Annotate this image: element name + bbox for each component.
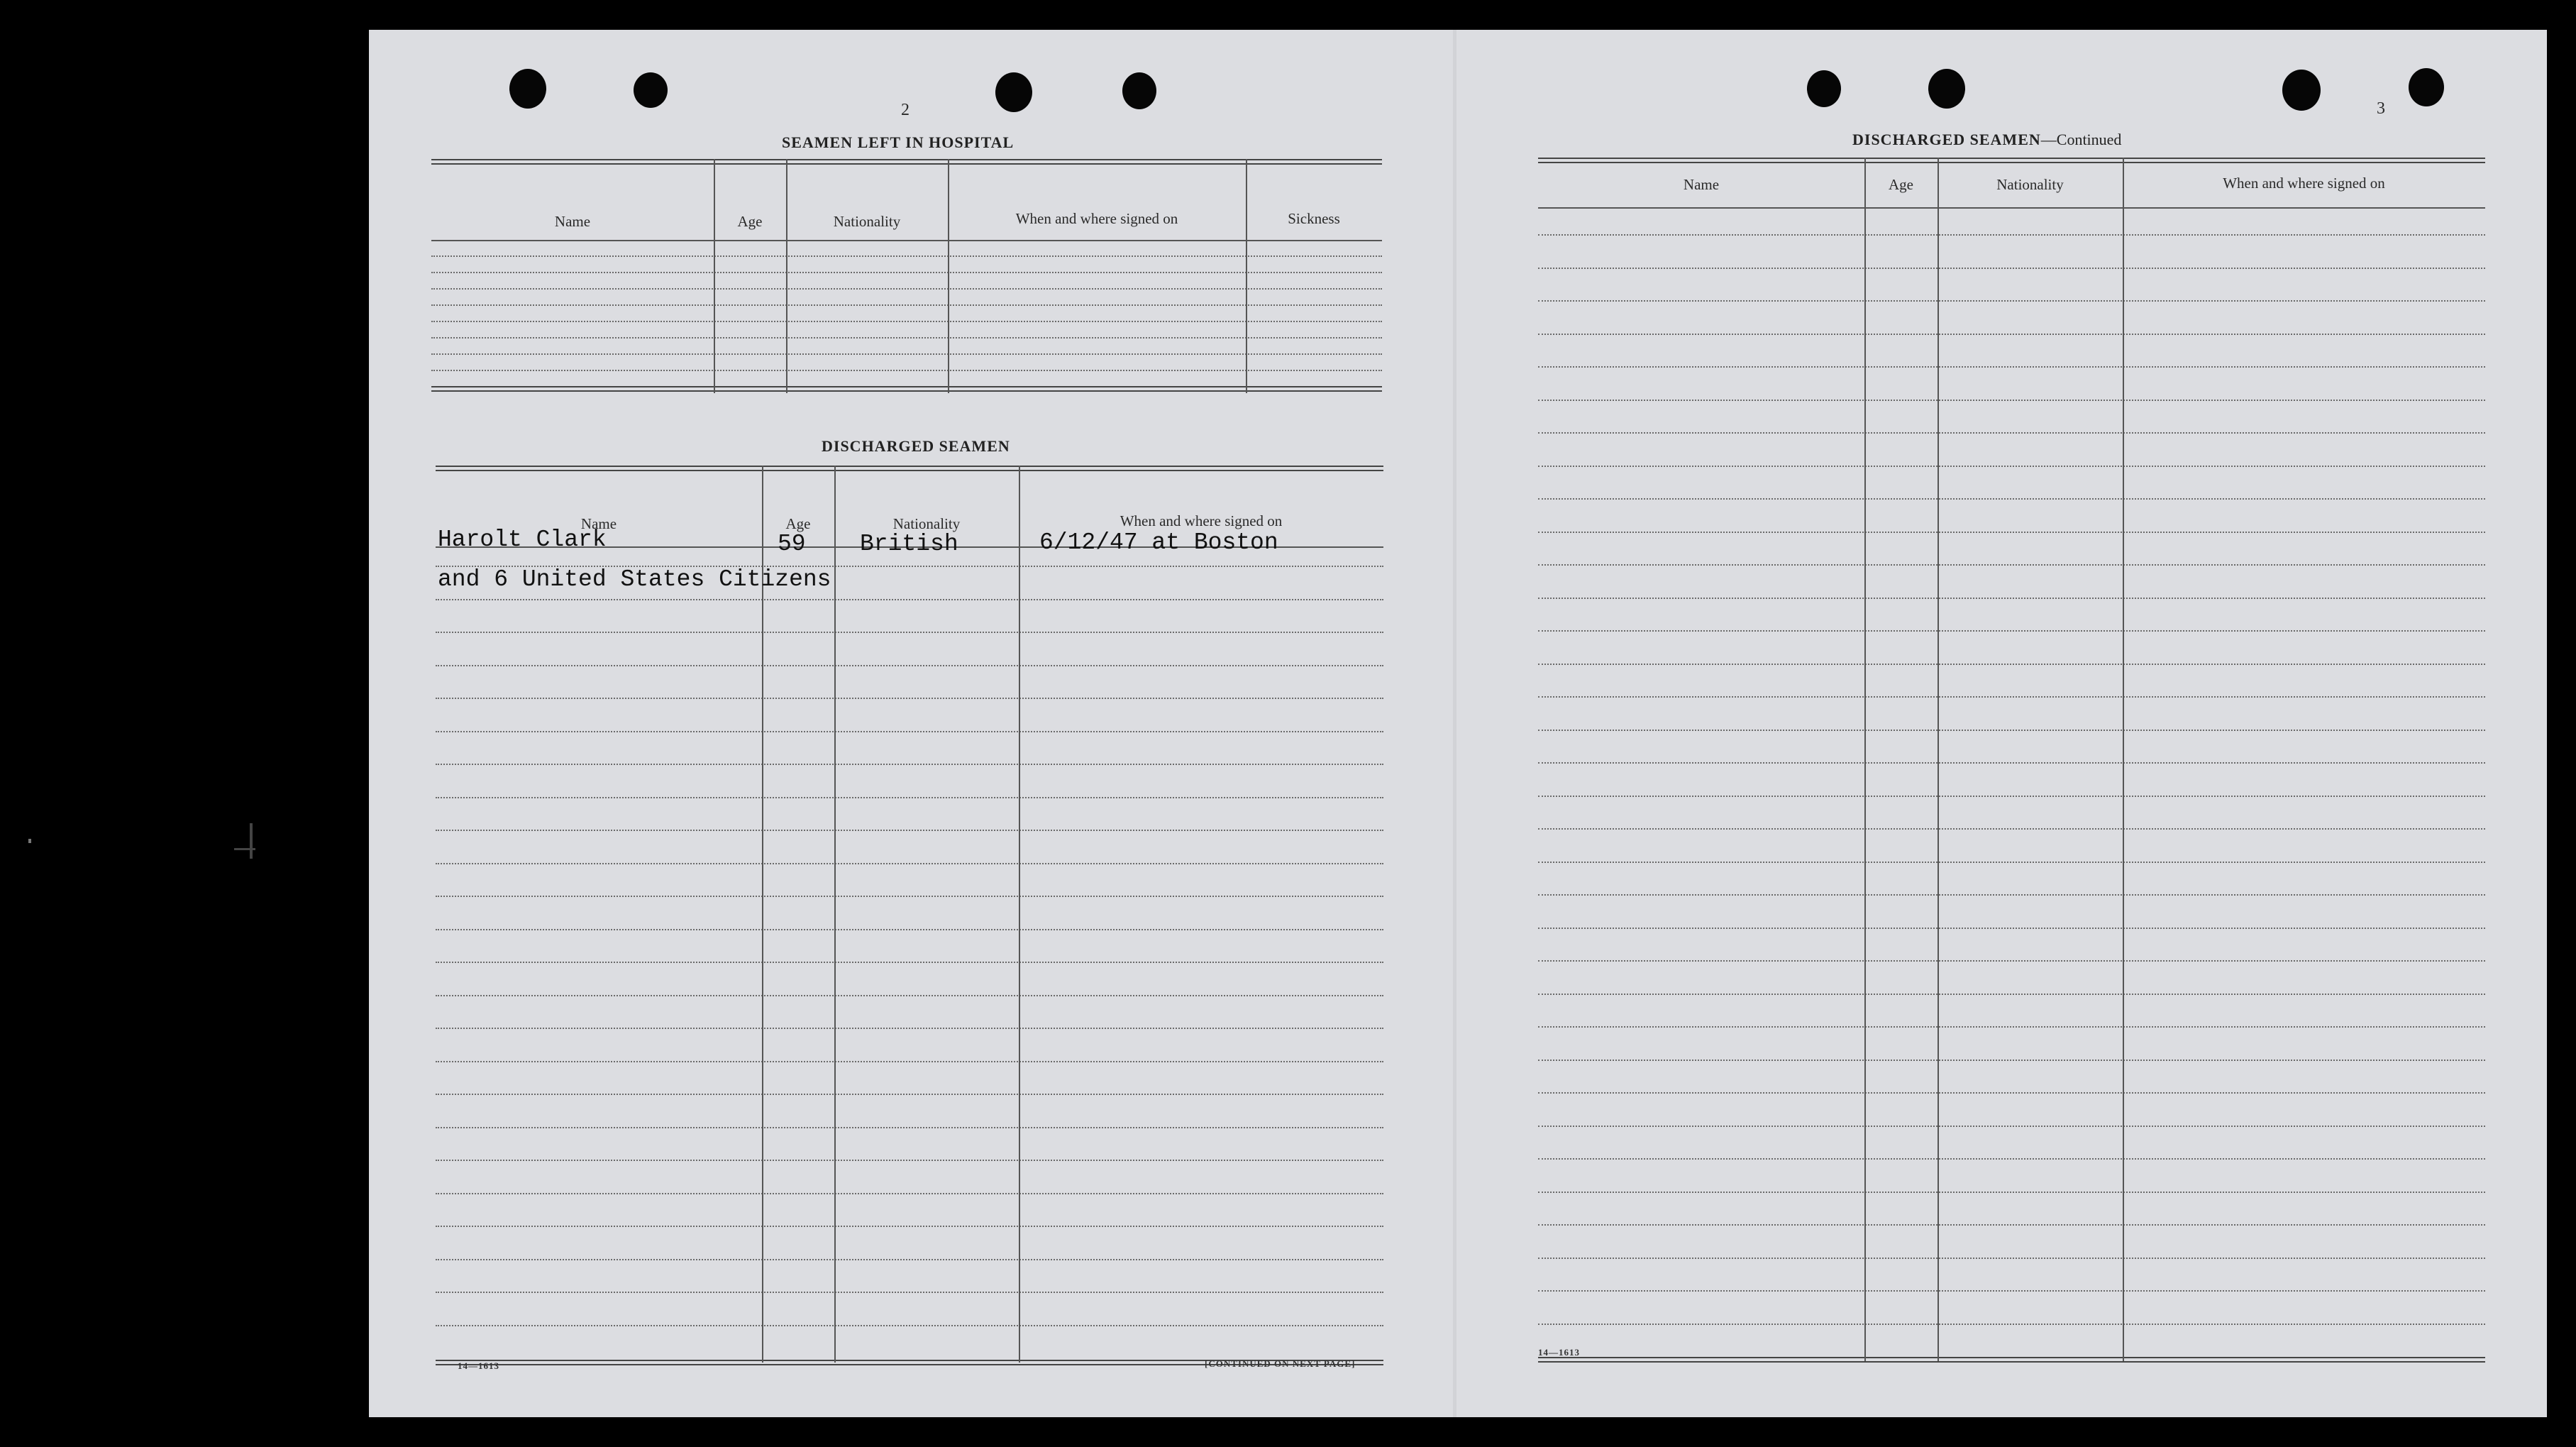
column-header-name: Name — [580, 515, 617, 532]
discharged-table — [436, 466, 1383, 1377]
page-number: 2 — [901, 101, 910, 119]
discharged-title-text: DISCHARGED SEAMEN — [1852, 131, 2041, 148]
scan-speck — [250, 823, 253, 859]
discharged-continued-title — [1852, 131, 2121, 149]
discharged-section-title: DISCHARGED SEAMEN — [822, 437, 1010, 455]
column-header-nationality: Nationality — [1996, 176, 2064, 193]
column-header-age: Age — [785, 515, 811, 532]
seaman-name: Harolt Clark — [438, 527, 607, 553]
seaman-signed-on: 6/12/47 at Boston — [1039, 529, 1278, 556]
scan-speck — [28, 839, 31, 843]
seamen-note: and 6 United States Citizens — [438, 566, 831, 593]
page-right — [1456, 30, 2547, 1417]
page-left — [369, 30, 1453, 1417]
scan-speck — [234, 848, 255, 850]
column-header-nationality: Nationality — [833, 213, 901, 230]
column-header-name: Name — [554, 213, 591, 230]
hospital-section-title: SEAMEN LEFT IN HOSPITAL — [782, 133, 1015, 151]
hospital-table — [431, 159, 1382, 400]
column-header-age: Age — [737, 213, 763, 230]
column-header-signed-on: When and where signed on — [2223, 175, 2385, 192]
page-number: 3 — [2377, 99, 2385, 118]
discharged-continued-table — [1538, 158, 2485, 1378]
column-header-signed-on: When and where signed on — [1015, 210, 1178, 227]
document-sheet — [369, 30, 2547, 1417]
form-code: 14—1613 — [458, 1360, 499, 1371]
form-code: 14—1613 — [1538, 1347, 1580, 1358]
column-header-nationality: Nationality — [892, 515, 961, 532]
column-header-sickness: Sickness — [1288, 210, 1340, 227]
continued-suffix: —Continued — [2040, 131, 2122, 148]
column-header-age: Age — [1889, 176, 1913, 193]
seaman-age: 59 — [778, 531, 806, 557]
continued-note: [CONTINUED ON NEXT PAGE] — [1205, 1358, 1356, 1369]
column-header-signed-on: When and where signed on — [1120, 512, 1283, 529]
seaman-nationality: British — [860, 531, 958, 557]
column-header-name: Name — [1683, 176, 1720, 193]
